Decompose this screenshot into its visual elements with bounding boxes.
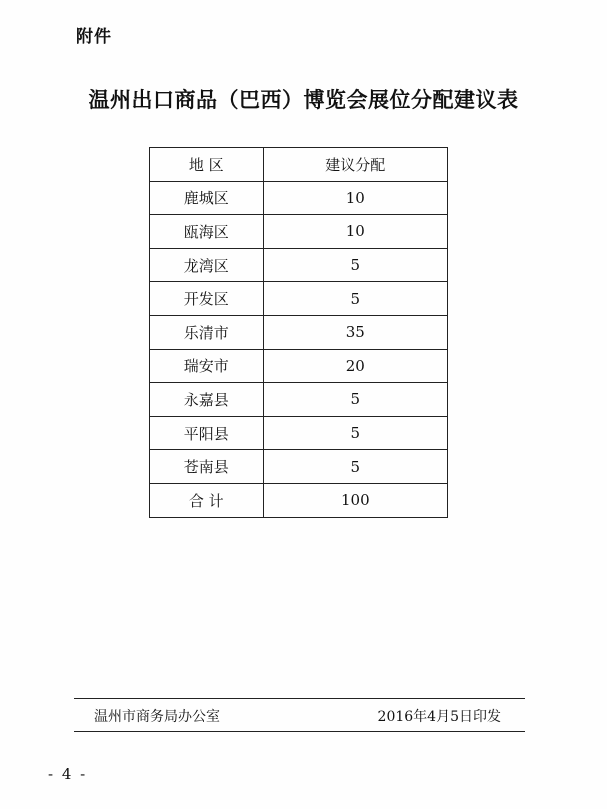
table-row — [150, 450, 448, 484]
region-cell: 开发区 — [150, 282, 264, 316]
total-value-cell: 100 — [263, 483, 447, 517]
table-row — [150, 383, 448, 417]
region-cell: 瓯海区 — [150, 215, 264, 249]
region-cell: 龙湾区 — [150, 248, 264, 282]
table-header-row — [150, 148, 448, 182]
footer-issue-date: 2016年4月5日印发 — [377, 709, 501, 725]
header-allocation: 建议分配 — [263, 148, 447, 182]
footer-bottom-rule — [74, 731, 525, 732]
table-row — [150, 315, 448, 349]
allocation-cell: 20 — [263, 349, 447, 383]
region-cell: 瑞安市 — [150, 349, 264, 383]
header-region: 地 区 — [150, 148, 264, 182]
allocation-cell: 5 — [263, 383, 447, 417]
region-cell: 鹿城区 — [150, 181, 264, 215]
region-cell: 苍南县 — [150, 450, 264, 484]
table-row — [150, 248, 448, 282]
allocation-cell: 35 — [263, 315, 447, 349]
table-row — [150, 282, 448, 316]
allocation-cell: 5 — [263, 248, 447, 282]
allocation-cell: 5 — [263, 282, 447, 316]
table-row — [150, 349, 448, 383]
document-title: 温州出口商品（巴西）博览会展位分配建议表 — [88, 88, 519, 112]
page-number: - 4 - — [48, 765, 88, 783]
table-row — [150, 181, 448, 215]
allocation-cell: 5 — [263, 450, 447, 484]
region-cell: 永嘉县 — [150, 383, 264, 417]
footer-top-rule — [74, 698, 525, 699]
table-row — [150, 416, 448, 450]
table-row — [150, 215, 448, 249]
allocation-table — [149, 147, 448, 518]
allocation-cell: 10 — [263, 181, 447, 215]
region-cell: 乐清市 — [150, 315, 264, 349]
allocation-cell: 10 — [263, 215, 447, 249]
footer-issuer: 温州市商务局办公室 — [94, 709, 220, 725]
table-total-row — [150, 483, 448, 517]
total-label-cell: 合 计 — [150, 483, 264, 517]
allocation-cell: 5 — [263, 416, 447, 450]
attachment-label: 附件 — [76, 27, 112, 47]
region-cell: 平阳县 — [150, 416, 264, 450]
